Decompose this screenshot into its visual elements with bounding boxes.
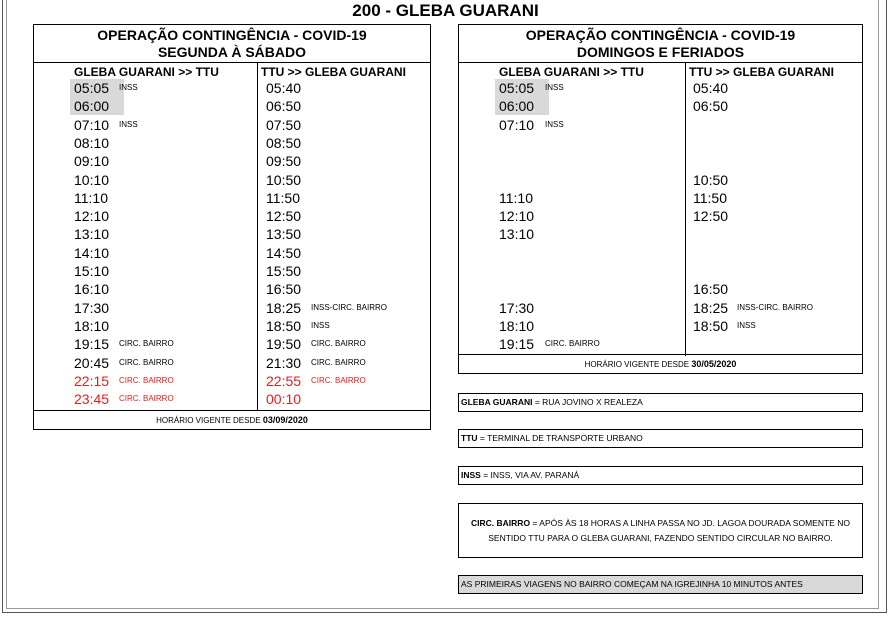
departure-time-return: 05:40	[693, 80, 729, 96]
table-row	[34, 171, 430, 189]
weekend-footer	[459, 354, 862, 373]
legend-ttu	[458, 429, 863, 448]
table-row	[459, 152, 862, 170]
departure-time-out: 05:05	[495, 79, 549, 97]
table-row	[459, 116, 862, 134]
departure-note-out: CIRC. BAIRRO	[119, 357, 174, 367]
table-row	[459, 299, 862, 317]
legend-gleba-value: = RUA JOVINO X REALEZA	[532, 397, 643, 407]
table-row	[459, 335, 862, 353]
departure-note-return: CIRC. BAIRRO	[311, 339, 366, 349]
weekend-heading-line2: DOMINGOS E FERIADOS	[576, 44, 745, 60]
departure-time-out: 17:30	[74, 299, 110, 316]
departure-time-return: 09:50	[266, 153, 302, 170]
departure-time-out: 23:45	[74, 391, 110, 408]
table-row	[459, 207, 862, 225]
departure-time-out: 05:05	[70, 79, 124, 97]
legend-ttu-key: TTU	[461, 433, 478, 443]
departure-time-return: 14:50	[266, 244, 302, 261]
departure-time-return: 18:25	[266, 299, 302, 316]
departure-time-out: 22:15	[74, 372, 110, 389]
table-row	[34, 79, 430, 97]
departure-time-return: 06:50	[693, 98, 729, 115]
departure-time-return: 16:50	[693, 281, 729, 298]
weekend-col2-header: TTU >> GLEBA GUARANI	[689, 65, 834, 79]
table-row	[34, 189, 430, 207]
departure-time-return: 18:50	[693, 317, 729, 334]
departure-time-return: 12:50	[266, 208, 302, 225]
legend-note	[458, 575, 863, 594]
departure-time-return: 07:50	[266, 116, 302, 133]
weekend-footer-label: HORÁRIO VIGENTE DESDE	[584, 360, 690, 369]
legend-gleba-guarani	[458, 393, 863, 412]
table-row	[459, 97, 862, 115]
weekday-heading	[34, 25, 430, 63]
departure-time-return: 12:50	[693, 208, 729, 225]
departure-time-return: 18:25	[693, 299, 729, 316]
departure-time-return: 00:10	[266, 391, 302, 408]
departure-time-out: 07:10	[74, 116, 110, 133]
legend-ttu-value: = TERMINAL DE TRANSPORTE URBANO	[477, 433, 643, 443]
departure-time-out: 08:10	[74, 134, 110, 151]
departure-time-return: 11:50	[693, 189, 727, 206]
legend-gleba-key: GLEBA GUARANI	[461, 397, 533, 407]
table-row	[34, 97, 430, 115]
departure-note-out: INSS	[545, 83, 564, 92]
departure-time-return: 10:50	[266, 171, 302, 188]
departure-time-out: 14:10	[74, 244, 110, 261]
weekend-col1-header: GLEBA GUARANI >> TTU	[499, 65, 644, 79]
departure-time-out: 13:10	[74, 226, 110, 243]
departure-note-out: CIRC. BAIRRO	[119, 339, 174, 349]
departure-note-return: INSS	[737, 320, 756, 330]
table-row	[34, 335, 430, 353]
departure-time-out: 06:00	[495, 97, 549, 115]
legend-inss-value: = INSS, VIA AV. PARANÁ	[480, 470, 580, 480]
departure-time-return: 11:50	[266, 189, 300, 206]
legend-inss	[458, 466, 863, 485]
page-title: 200 - GLEBA GUARANI	[352, 1, 539, 20]
table-row	[34, 225, 430, 243]
departure-time-out: 12:10	[499, 208, 535, 225]
weekend-heading-line1: OPERAÇÃO CONTINGÊNCIA - COVID-19	[525, 27, 796, 43]
weekday-heading-line2: SEGUNDA À SÁBADO	[157, 44, 307, 60]
departure-time-out: 13:10	[499, 226, 535, 243]
departure-time-out: 10:10	[74, 171, 110, 188]
departure-time-return: 06:50	[266, 98, 302, 115]
legend-circ-bairro	[458, 503, 863, 558]
departure-time-out: 18:10	[499, 317, 535, 334]
departure-note-out: CIRC. BAIRRO	[545, 339, 600, 349]
table-row	[34, 116, 430, 134]
table-row	[34, 390, 430, 408]
departure-time-return: 10:50	[693, 171, 729, 188]
legend-circ-key: CIRC. BAIRRO	[471, 518, 531, 528]
departure-time-out: 09:10	[74, 153, 110, 170]
table-row	[34, 134, 430, 152]
table-row	[34, 317, 430, 335]
departure-time-out: 15:10	[74, 263, 110, 279]
table-row	[34, 262, 430, 280]
table-row	[459, 225, 862, 243]
departure-time-return: 08:50	[266, 134, 302, 151]
table-row	[34, 152, 430, 170]
departure-note-out: INSS	[119, 83, 138, 92]
departure-note-return: INSS	[311, 320, 330, 330]
departure-time-return: 19:50	[266, 336, 302, 353]
weekday-footer	[34, 410, 430, 429]
departure-time-out: 06:00	[70, 97, 124, 115]
departure-note-out: INSS	[119, 119, 138, 129]
table-row	[34, 280, 430, 298]
departure-note-out: CIRC. BAIRRO	[119, 394, 174, 404]
departure-time-out: 18:10	[74, 317, 110, 334]
legend-inss-key: INSS	[461, 470, 481, 480]
table-row	[459, 262, 862, 280]
departure-time-return: 18:50	[266, 317, 302, 334]
departure-time-out: 11:10	[499, 189, 533, 206]
departure-time-out: 07:10	[499, 116, 535, 133]
departure-time-out: 12:10	[74, 208, 110, 225]
departure-note-return: INSS-CIRC. BAIRRO	[737, 302, 814, 312]
weekday-col2-header: TTU >> GLEBA GUARANI	[261, 65, 406, 79]
weekday-schedule-panel	[33, 24, 431, 430]
weekend-heading	[459, 25, 862, 63]
weekday-footer-date: 03/09/2020	[262, 415, 308, 425]
weekday-heading-line1: OPERAÇÃO CONTINGÊNCIA - COVID-19	[97, 27, 367, 43]
departure-note-return: CIRC. BAIRRO	[311, 357, 366, 367]
table-row	[459, 79, 862, 97]
departure-time-out: 11:10	[74, 189, 108, 206]
departure-note-out: CIRC. BAIRRO	[119, 375, 174, 385]
departure-time-out: 16:10	[74, 281, 110, 298]
table-row	[459, 244, 862, 262]
departure-note-return: INSS-CIRC. BAIRRO	[311, 302, 388, 312]
legend-note-text: AS PRIMEIRAS VIAGENS NO BAIRRO COMEÇAM NA IGREJINHA 10 MINUTOS ANTES	[461, 579, 803, 589]
weekday-footer-label: HORÁRIO VIGENTE DESDE	[156, 416, 261, 425]
departure-note-out: INSS	[545, 119, 564, 129]
departure-time-return: 16:50	[266, 281, 302, 298]
departure-time-return: 22:55	[266, 372, 302, 389]
table-row	[459, 171, 862, 189]
departure-note-return: CIRC. BAIRRO	[311, 375, 366, 385]
table-row	[459, 317, 862, 335]
departure-time-out: 19:15	[74, 336, 110, 353]
departure-time-out: 19:15	[499, 336, 535, 353]
table-row	[34, 299, 430, 317]
table-row	[34, 372, 430, 390]
legend-circ-value: = APÓS ÀS 18 HORAS A LINHA PASSA NO JD. LAGOA DOURADA SOMENTE NO SENTIDO TTU PARA O GLEBA GUARANI, FAZENDO SENTIDO CIRCULAR NO BAIRRO.	[488, 518, 850, 543]
departure-time-return: 15:50	[266, 263, 302, 279]
weekend-footer-date: 30/05/2020	[691, 359, 737, 369]
weekend-columns	[459, 63, 862, 356]
table-row	[459, 134, 862, 152]
departure-time-return: 21:30	[266, 354, 302, 371]
departure-time-return: 13:50	[266, 226, 302, 243]
table-row	[459, 280, 862, 298]
departure-time-return: 05:40	[266, 80, 302, 96]
weekday-columns	[34, 63, 430, 411]
table-row	[459, 189, 862, 207]
table-row	[34, 244, 430, 262]
weekend-schedule-panel	[458, 24, 863, 374]
departure-time-out: 17:30	[499, 299, 535, 316]
weekday-col1-header: GLEBA GUARANI >> TTU	[74, 65, 219, 79]
departure-time-out: 20:45	[74, 354, 110, 371]
table-row	[34, 207, 430, 225]
table-row	[34, 354, 430, 372]
